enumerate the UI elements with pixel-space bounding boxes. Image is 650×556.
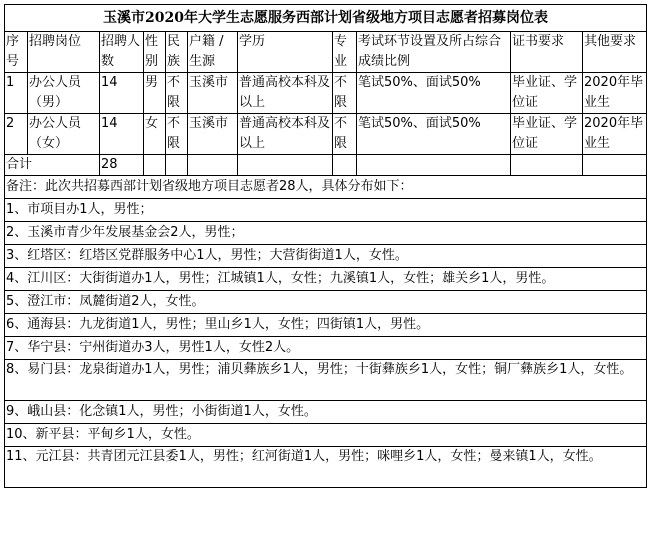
note-row xyxy=(5,314,647,337)
note-item: 10、新平县：平甸乡1人，女性。 xyxy=(5,424,647,447)
note-item: 9、峨山县：化念镇1人，男性；小街街道1人，女性。 xyxy=(5,401,647,424)
empty-cell xyxy=(144,155,166,176)
note-item: 6、通海县：九龙街道1人，男性；里山乡1人，女性；四街镇1人，男性。 xyxy=(5,314,647,337)
note-item: 11、元江县：共青团元江县委1人，男性；红河街道1人，男性；咪哩乡1人，女性；曼来镇1人，女性。 xyxy=(5,447,647,488)
title-row xyxy=(5,5,647,32)
row-gender: 男 xyxy=(144,73,166,114)
note-row xyxy=(5,401,647,424)
recruitment-table-container xyxy=(4,4,646,488)
note-item: 4、江川区：大街街道办1人，男性；江城镇1人，女性；九溪镇1人，女性；雄关乡1人，男性。 xyxy=(5,268,647,291)
empty-cell xyxy=(333,155,357,176)
header-major: 专业 xyxy=(333,32,357,73)
note-row xyxy=(5,222,647,245)
note-item: 7、华宁县：宁州街道办3人，男性1人，女性2人。 xyxy=(5,337,647,360)
table-title: 玉溪市2020年大学生志愿服务西部计划省级地方项目志愿者招募岗位表 xyxy=(5,5,647,32)
note-intro: 备注：此次共招募西部计划省级地方项目志愿者28人，具体分布如下： xyxy=(5,176,647,199)
row-major: 不限 xyxy=(333,114,357,155)
note-row xyxy=(5,360,647,401)
row-no: 1 xyxy=(5,73,28,114)
note-item: 1、市项目办1人，男性； xyxy=(5,199,647,222)
row-other: 2020年毕业生 xyxy=(583,73,647,114)
header-no: 序号 xyxy=(5,32,28,73)
total-row xyxy=(5,155,647,176)
row-position: 办公人员（女） xyxy=(28,114,100,155)
note-row xyxy=(5,199,647,222)
note-row xyxy=(5,291,647,314)
note-item: 5、澄江市：凤麓街道2人，女性。 xyxy=(5,291,647,314)
row-major: 不限 xyxy=(333,73,357,114)
table-row xyxy=(5,114,647,155)
note-row xyxy=(5,424,647,447)
note-item: 2、玉溪市青少年发展基金会2人，男性； xyxy=(5,222,647,245)
row-position: 办公人员（男） xyxy=(28,73,100,114)
row-education: 普通高校本科及以上 xyxy=(238,73,333,114)
total-label: 合计 xyxy=(5,155,100,176)
row-education: 普通高校本科及以上 xyxy=(238,114,333,155)
row-count: 14 xyxy=(100,114,144,155)
header-other: 其他要求 xyxy=(583,32,647,73)
header-position: 招聘岗位 xyxy=(28,32,100,73)
row-count: 14 xyxy=(100,73,144,114)
row-other: 2020年毕业生 xyxy=(583,114,647,155)
recruitment-table xyxy=(4,4,647,488)
note-row xyxy=(5,268,647,291)
total-count: 28 xyxy=(100,155,144,176)
note-row xyxy=(5,245,647,268)
empty-cell xyxy=(238,155,333,176)
note-item: 3、红塔区：红塔区党群服务中心1人，男性；大营街街道1人，女性。 xyxy=(5,245,647,268)
row-exam: 笔试50%、面试50% xyxy=(357,73,511,114)
empty-cell xyxy=(511,155,583,176)
header-education: 学历 xyxy=(238,32,333,73)
header-count: 招聘人数 xyxy=(100,32,144,73)
row-gender: 女 xyxy=(144,114,166,155)
empty-cell xyxy=(166,155,188,176)
empty-cell xyxy=(188,155,238,176)
empty-cell xyxy=(357,155,511,176)
header-residence: 户籍 / 生源 xyxy=(188,32,238,73)
header-gender: 性别 xyxy=(144,32,166,73)
row-cert: 毕业证、学位证 xyxy=(511,73,583,114)
header-exam: 考试环节设置及所占综合成绩比例 xyxy=(357,32,511,73)
header-cert: 证书要求 xyxy=(511,32,583,73)
row-exam: 笔试50%、面试50% xyxy=(357,114,511,155)
note-row xyxy=(5,176,647,199)
table-row xyxy=(5,73,647,114)
row-cert: 毕业证、学位证 xyxy=(511,114,583,155)
header-row xyxy=(5,32,647,73)
row-ethnicity: 不限 xyxy=(166,73,188,114)
note-row xyxy=(5,447,647,488)
row-no: 2 xyxy=(5,114,28,155)
row-residence: 玉溪市 xyxy=(188,73,238,114)
empty-cell xyxy=(583,155,647,176)
row-ethnicity: 不限 xyxy=(166,114,188,155)
header-ethnicity: 民族 xyxy=(166,32,188,73)
note-row xyxy=(5,337,647,360)
row-residence: 玉溪市 xyxy=(188,114,238,155)
note-item: 8、易门县：龙泉街道办1人，男性；浦贝彝族乡1人，男性；十街彝族乡1人，女性；铜厂彝族乡1人，女性。 xyxy=(5,360,647,401)
